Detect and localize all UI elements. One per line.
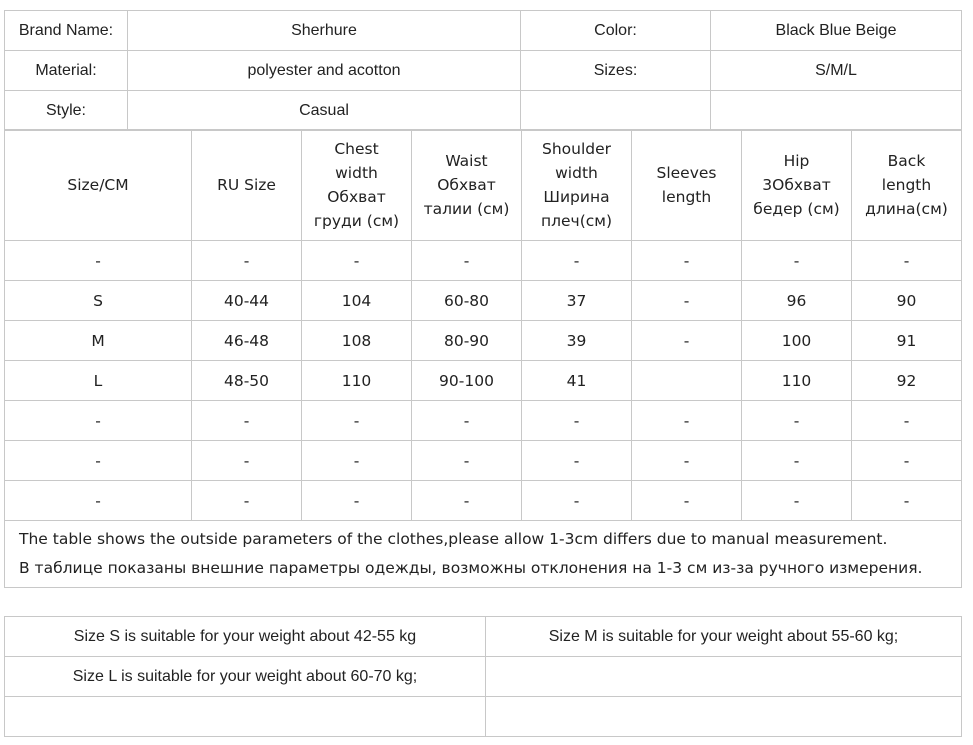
table-cell: 104 [302, 281, 412, 321]
size-header-text: Back [887, 152, 926, 170]
table-cell: - [302, 441, 412, 481]
table-cell: - [522, 401, 632, 441]
info-row-brand [5, 11, 962, 51]
table-cell: 80-90 [412, 321, 522, 361]
table-cell: - [852, 401, 962, 441]
table-cell: 46-48 [192, 321, 302, 361]
weight-row [5, 617, 962, 657]
table-cell: - [412, 401, 522, 441]
style-value: Casual [128, 91, 521, 131]
table-cell: - [192, 401, 302, 441]
size-header-text: width [335, 164, 378, 182]
size-header-text: Size/CM [67, 176, 129, 194]
size-header-cell [852, 130, 962, 241]
table-cell: - [5, 481, 192, 521]
size-chart-header-row [5, 130, 962, 241]
table-cell: - [192, 241, 302, 281]
sizes-value: S/M/L [711, 51, 962, 91]
table-cell: 108 [302, 321, 412, 361]
table-cell [632, 361, 742, 401]
table-cell: - [5, 441, 192, 481]
empty-cell [711, 91, 962, 131]
note-english: The table shows the outside parameters of the clothes,please allow 1-3cm differs due to manual measurement. [19, 530, 888, 548]
size-header-text: длина(см) [865, 200, 948, 218]
table-row [5, 481, 962, 521]
table-cell: 91 [852, 321, 962, 361]
table-cell: 110 [742, 361, 852, 401]
size-header-text: length [881, 176, 932, 194]
table-cell: - [192, 441, 302, 481]
table-cell: 48-50 [192, 361, 302, 401]
color-label: Color: [521, 11, 711, 51]
table-cell: 60-80 [412, 281, 522, 321]
table-row [5, 361, 962, 401]
brand-label: Brand Name: [5, 11, 128, 51]
table-cell: - [632, 441, 742, 481]
info-row-material [5, 51, 962, 91]
table-cell: 110 [302, 361, 412, 401]
material-value: polyester and acotton [128, 51, 521, 91]
table-cell: - [632, 281, 742, 321]
size-header-cell [5, 130, 192, 241]
table-cell: M [5, 321, 192, 361]
size-header-cell [522, 130, 632, 241]
weight-size-l: Size L is suitable for your weight about 60-70 kg; [5, 657, 486, 697]
table-cell: - [412, 441, 522, 481]
size-header-text: Ширина [543, 188, 610, 206]
table-cell: - [852, 241, 962, 281]
size-header-text: Обхват [327, 188, 386, 206]
size-chart-body [5, 241, 962, 521]
table-cell: 37 [522, 281, 632, 321]
table-cell: - [192, 481, 302, 521]
size-header-text: RU Size [217, 176, 276, 194]
table-cell: - [522, 441, 632, 481]
weight-guide-table [4, 616, 962, 737]
sizes-label: Sizes: [521, 51, 711, 91]
table-row [5, 281, 962, 321]
note-russian: В таблице показаны внешние параметры одежды, возможны отклонения на 1-3 см из-за ручного измерения. [19, 559, 923, 577]
table-cell: - [522, 481, 632, 521]
table-row [5, 441, 962, 481]
size-header-text: Hip [783, 152, 810, 170]
size-header-cell [302, 130, 412, 241]
table-cell: - [522, 241, 632, 281]
weight-row [5, 697, 962, 737]
size-header-text: плеч(см) [540, 212, 613, 230]
table-cell: S [5, 281, 192, 321]
table-cell: - [632, 401, 742, 441]
empty-cell [5, 697, 486, 737]
brand-value: Sherhure [128, 11, 521, 51]
table-cell: - [632, 481, 742, 521]
size-header-text: width [555, 164, 598, 182]
size-chart-table [4, 129, 962, 588]
table-cell: - [5, 401, 192, 441]
table-cell: 90-100 [412, 361, 522, 401]
size-header-text: 3Обхват [762, 176, 831, 194]
size-header-text: Waist [445, 152, 488, 170]
size-header-text: груди (см) [313, 212, 400, 230]
table-cell: - [412, 241, 522, 281]
table-cell: - [5, 241, 192, 281]
table-cell: - [742, 401, 852, 441]
size-header-cell [192, 130, 302, 241]
size-header-text: Shoulder [541, 140, 612, 158]
size-header-text: бедер (см) [753, 200, 840, 218]
table-cell: 39 [522, 321, 632, 361]
weight-size-s: Size S is suitable for your weight about 42-55 kg [5, 617, 486, 657]
product-info-table [4, 10, 962, 131]
empty-cell [486, 697, 962, 737]
table-cell: - [302, 401, 412, 441]
weight-row [5, 657, 962, 697]
material-label: Material: [5, 51, 128, 91]
size-header-text: талии (см) [423, 200, 510, 218]
note-row [5, 521, 962, 588]
table-cell: - [852, 481, 962, 521]
size-header-text: length [661, 188, 712, 206]
table-cell: - [412, 481, 522, 521]
color-value: Black Blue Beige [711, 11, 962, 51]
table-cell: - [302, 241, 412, 281]
table-cell: 41 [522, 361, 632, 401]
measurement-note [5, 521, 962, 588]
table-row [5, 321, 962, 361]
table-cell: 100 [742, 321, 852, 361]
size-header-cell [632, 130, 742, 241]
table-cell: 96 [742, 281, 852, 321]
table-cell: L [5, 361, 192, 401]
size-header-text: Обхват [437, 176, 496, 194]
table-cell: 90 [852, 281, 962, 321]
table-cell: - [852, 441, 962, 481]
table-cell: - [742, 441, 852, 481]
table-row [5, 241, 962, 281]
table-cell: - [632, 321, 742, 361]
size-header-text: Chest [334, 140, 379, 158]
style-label: Style: [5, 91, 128, 131]
size-header-cell [412, 130, 522, 241]
table-cell: - [742, 241, 852, 281]
size-header-cell [742, 130, 852, 241]
table-cell: - [742, 481, 852, 521]
table-cell: - [302, 481, 412, 521]
empty-cell [486, 657, 962, 697]
empty-cell [521, 91, 711, 131]
table-cell: 92 [852, 361, 962, 401]
table-cell: 40-44 [192, 281, 302, 321]
info-row-style [5, 91, 962, 131]
table-cell: - [632, 241, 742, 281]
size-header-text: Sleeves [656, 164, 717, 182]
table-row [5, 401, 962, 441]
weight-size-m: Size M is suitable for your weight about 55-60 kg; [486, 617, 962, 657]
